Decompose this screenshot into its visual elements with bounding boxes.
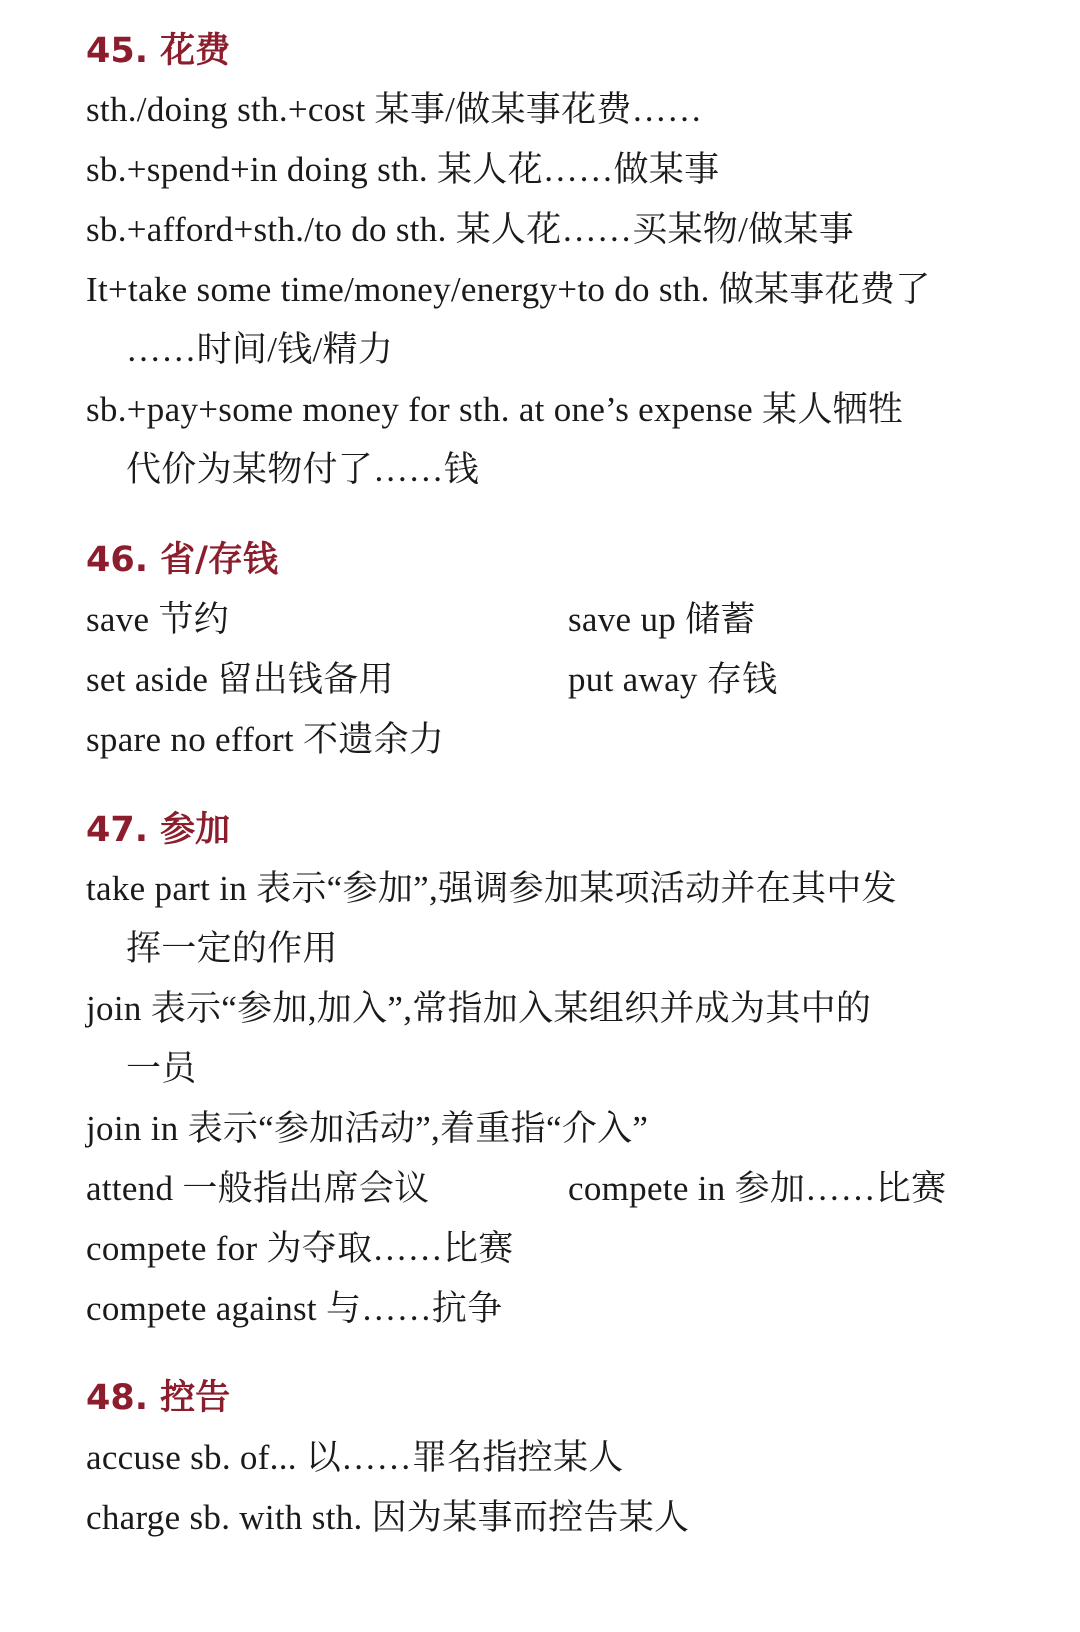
phrase-line: save 节约	[86, 600, 230, 639]
phrase-line: join in 表示“参加活动”,着重指“介入”	[86, 1109, 649, 1148]
phrase-line: take part in 表示“参加”,强调参加某项活动并在其中发	[86, 869, 897, 908]
phrase-line: compete for 为夺取……比赛	[86, 1229, 514, 1268]
phrase-line-continuation: 挥一定的作用	[126, 929, 338, 968]
phrase-line-continuation: 代价为某物付了……钱	[126, 450, 480, 489]
phrase-line-continuation: ……时间/钱/精力	[126, 330, 394, 369]
phrase-line: It+take some time/money/energy+to do sth. 做某事花费了	[86, 270, 931, 309]
section-heading-46: 46. 省/存钱	[86, 540, 278, 580]
phrase-line-right: compete in 参加……比赛	[568, 1169, 947, 1208]
section-heading-45: 45. 花费	[86, 31, 231, 71]
phrase-line-continuation: 一员	[126, 1049, 197, 1088]
phrase-line: spare no effort 不遗余力	[86, 720, 445, 759]
phrase-line: sb.+afford+sth./to do sth. 某人花……买某物/做某事	[86, 210, 855, 249]
phrase-line: join 表示“参加,加入”,常指加入某组织并成为其中的	[86, 989, 872, 1028]
phrase-line: charge sb. with sth. 因为某事而控告某人	[86, 1498, 690, 1537]
phrase-line: attend 一般指出席会议	[86, 1169, 430, 1208]
phrase-line: sth./doing sth.+cost 某事/做某事花费……	[86, 90, 703, 129]
section-heading-48: 48. 控告	[86, 1378, 231, 1418]
phrase-line-right: save up 储蓄	[568, 600, 756, 639]
section-heading-47: 47. 参加	[86, 810, 231, 850]
phrase-line-right: put away 存钱	[568, 660, 778, 699]
phrase-line: accuse sb. of... 以……罪名指控某人	[86, 1438, 624, 1477]
phrase-line: compete against 与……抗争	[86, 1289, 503, 1328]
phrase-line: sb.+pay+some money for sth. at one’s expense 某人牺牲	[86, 390, 904, 429]
phrase-line: sb.+spend+in doing sth. 某人花……做某事	[86, 150, 720, 189]
phrase-line: set aside 留出钱备用	[86, 660, 394, 699]
